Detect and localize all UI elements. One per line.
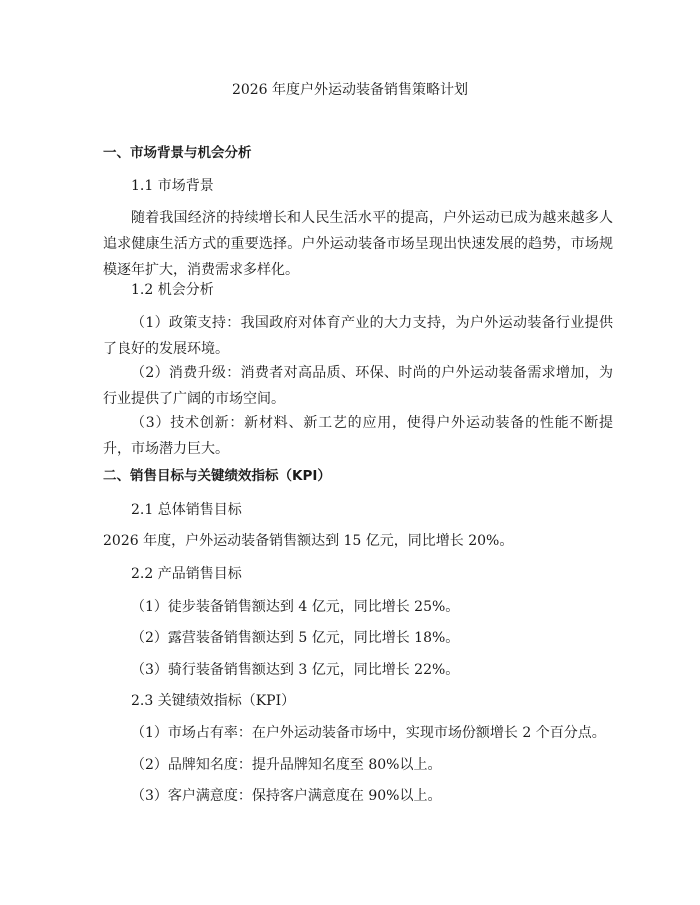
overall-target-text: 2026 年度，户外运动装备销售额达到 15 亿元，同比增长 20%。 [103,533,514,549]
document-title: 2026 年度户外运动装备销售策略计划 [231,82,469,98]
section-heading-market-background: 一、市场背景与机会分析 [103,145,252,161]
product-target-item-1: （1）徒步装备销售额达到 4 亿元，同比增长 25%。 [131,599,460,615]
paragraph-market-background: 随着我国经济的持续增长和人民生活水平的提高，户外运动已成为越来越多人追求健康生活方式的重要选择。户外运动装备市场呈现出快速发展的趋势，市场规模逐年扩大，消费需求多样化。 [103,210,613,278]
kpi-item-1: （1）市场占有率：在户外运动装备市场中，实现市场份额增长 2 个百分点。 [131,725,606,741]
subsection-heading-1-1: 1.1 市场背景 [131,178,214,194]
paragraph-opportunity-2: （2）消费升级：消费者对高品质、环保、时尚的户外运动装备需求增加，为行业提供了广阔的市场空间。 [103,365,613,407]
section-heading-sales-targets: 二、销售目标与关键绩效指标（KPI） [103,468,331,484]
paragraph-opportunity-1: （1）政策支持：我国政府对体育产业的大力支持，为户外运动装备行业提供了良好的发展环境。 [103,315,613,357]
subsection-heading-1-2: 1.2 机会分析 [131,282,214,298]
paragraph-opportunity-3: （3）技术创新：新材料、新工艺的应用，使得户外运动装备的性能不断提升，市场潜力巨大。 [103,415,613,457]
kpi-item-3: （3）客户满意度：保持客户满意度在 90%以上。 [131,788,442,804]
kpi-item-2: （2）品牌知名度：提升品牌知名度至 80%以上。 [131,757,442,773]
product-target-item-2: （2）露营装备销售额达到 5 亿元，同比增长 18%。 [131,630,460,646]
subsection-heading-2-2: 2.2 产品销售目标 [131,566,242,582]
product-target-item-3: （3）骑行装备销售额达到 3 亿元，同比增长 22%。 [131,662,460,678]
subsection-heading-2-3: 2.3 关键绩效指标（KPI） [131,693,296,709]
subsection-heading-2-1: 2.1 总体销售目标 [131,502,242,518]
